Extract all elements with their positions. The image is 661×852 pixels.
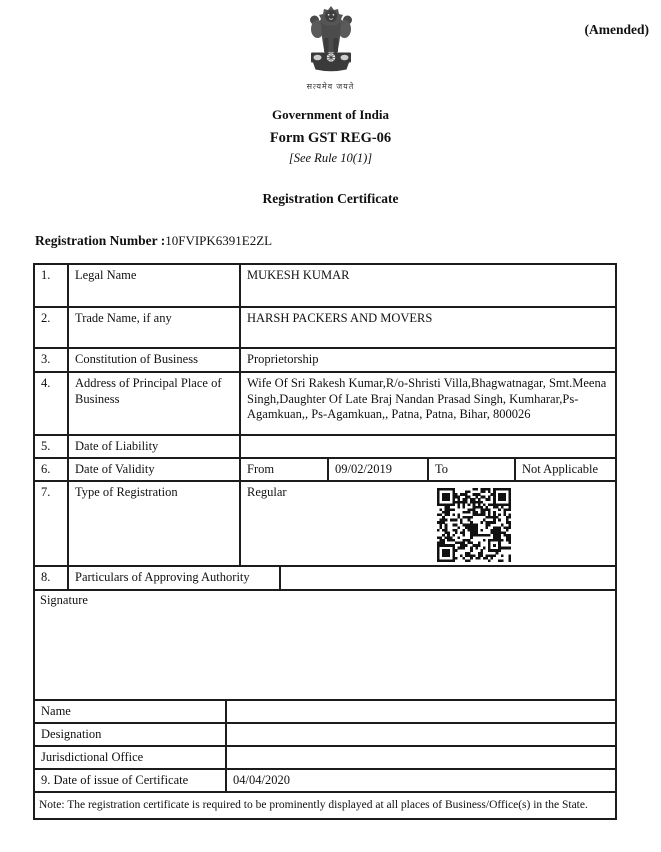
row-label: Date of Liability (67, 436, 239, 457)
validity-from-value: 09/02/2019 (327, 459, 427, 480)
row-value: MUKESH KUMAR (239, 265, 615, 306)
validity-to-value: Not Applicable (514, 459, 615, 480)
row-value (239, 482, 615, 565)
row-label: Name (41, 704, 71, 718)
table-row-date-of-liability (35, 434, 615, 457)
certificate-table (33, 263, 617, 820)
emblem-of-india (304, 5, 358, 92)
row-number: 1. (41, 268, 51, 282)
row-number: 5. (41, 439, 51, 453)
amended-label: (Amended) (584, 22, 649, 37)
table-row-jurisdictional-office (35, 745, 615, 768)
row-number: 2. (41, 311, 51, 325)
registration-number-value: 10FVIPK6391E2ZL (165, 233, 273, 248)
row-value (279, 567, 615, 589)
title-government-of-india: Government of India (272, 107, 389, 122)
note-text: Note: The registration certificate is required to be prominently displayed at all places of Business/Office(s) in the State. (39, 799, 588, 811)
emblem-motto: सत्यमेव जयते (306, 82, 355, 91)
qr-code (435, 488, 513, 562)
ashoka-lion-capital-icon (304, 5, 358, 75)
row-number: 4. (41, 376, 51, 390)
row-number: 6. (41, 462, 51, 476)
table-row-name (35, 699, 615, 722)
row-label: Type of Registration (67, 482, 239, 565)
validity-to-label: To (427, 459, 514, 480)
row-label: 9. Date of issue of Certificate (41, 773, 189, 787)
certificate-header (0, 0, 661, 249)
validity-from-label: From (239, 459, 327, 480)
table-row-address (35, 371, 615, 434)
row-value (239, 436, 615, 457)
row-label: Address of Principal Place of Business (67, 373, 239, 434)
row-value (225, 724, 615, 745)
row-label: Date of Validity (67, 459, 239, 480)
row-number: 8. (41, 570, 51, 584)
registration-number-line (35, 233, 661, 249)
row-label: Constitution of Business (67, 349, 239, 371)
registration-number-label: Registration Number : (35, 233, 166, 248)
table-row-date-of-issue (35, 768, 615, 791)
signature-label: Signature (40, 593, 88, 607)
row-value (225, 747, 615, 768)
table-row-legal-name (35, 265, 615, 306)
row-label: Jurisdictional Office (41, 750, 144, 764)
row-value: 04/04/2020 (225, 770, 615, 791)
registration-type-value: Regular (247, 485, 287, 499)
row-number: 7. (41, 485, 51, 499)
table-row-approving-authority (35, 565, 615, 589)
table-row-designation (35, 722, 615, 745)
row-label: Trade Name, if any (67, 308, 239, 347)
table-row-note (35, 791, 615, 818)
row-number: 3. (41, 352, 51, 366)
table-row-trade-name (35, 306, 615, 347)
row-value (225, 701, 615, 722)
row-value: Proprietorship (239, 349, 615, 371)
table-row-type-of-registration (35, 480, 615, 565)
row-value: Wife Of Sri Rakesh Kumar,R/o-Shristi Villa,Bhagwatnagar, Smt.Meena Singh,Daughter Of Late Braj Nandan Prasad Singh, Kumharar,Ps-Agamkuan,, Ps-Agamkuan,, Patna, Patna, Bihar, 800026 (239, 373, 615, 434)
title-form-gst-reg-06: Form GST REG-06 (269, 130, 392, 146)
row-label: Legal Name (67, 265, 239, 306)
title-see-rule: [See Rule 10(1)] (288, 151, 373, 165)
row-label: Designation (41, 727, 102, 741)
row-value: HARSH PACKERS AND MOVERS (239, 308, 615, 347)
row-label: Particulars of Approving Authority (67, 567, 279, 589)
title-registration-certificate: Registration Certificate (262, 191, 399, 206)
table-row-constitution (35, 347, 615, 371)
table-row-date-of-validity (35, 457, 615, 480)
signature-box (35, 589, 615, 699)
